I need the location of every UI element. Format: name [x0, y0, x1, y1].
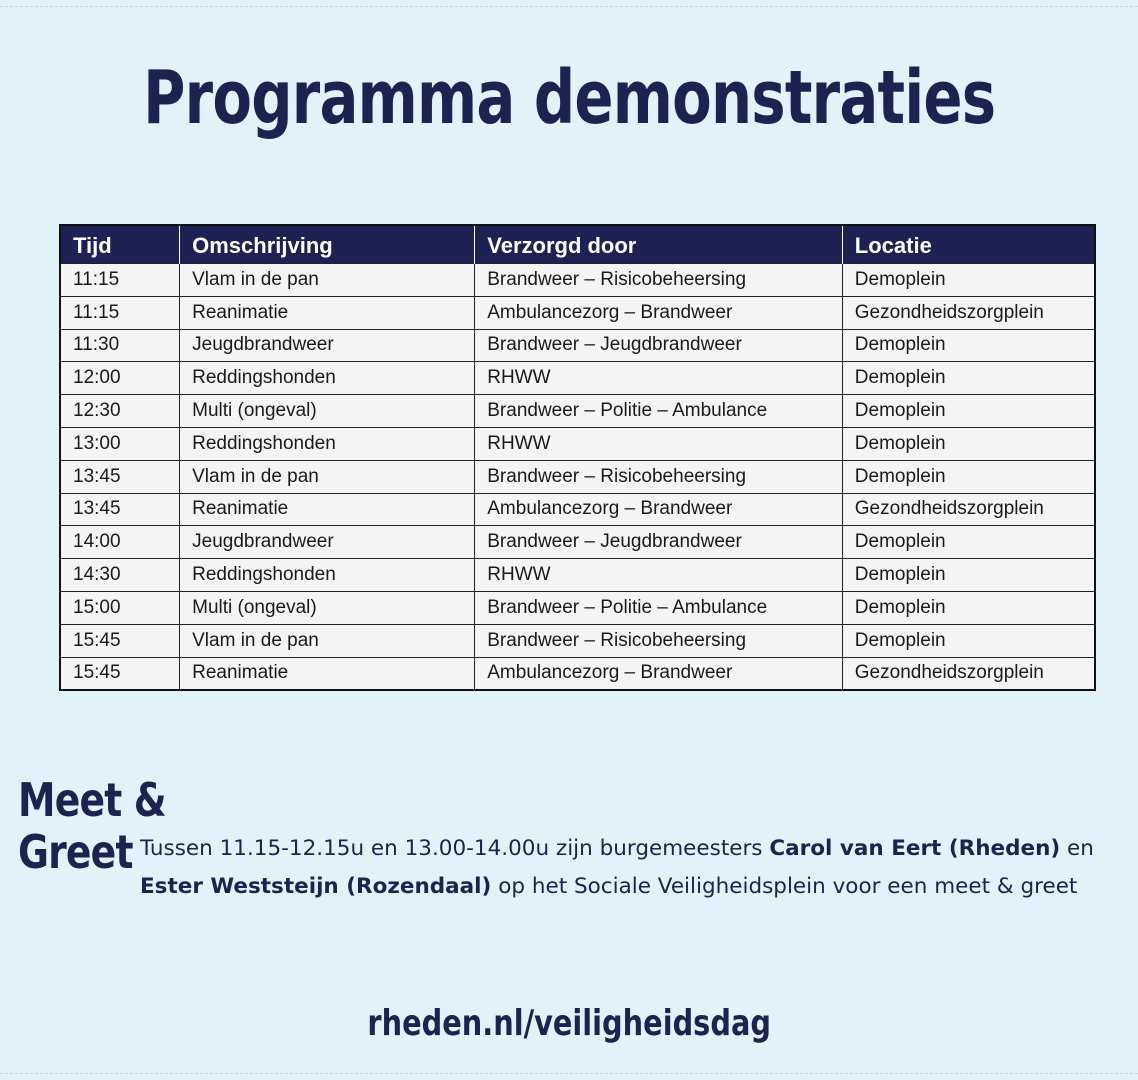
- cell-locatie: Demoplein: [842, 395, 1095, 428]
- meet-greet-text-part2: en: [1060, 836, 1094, 861]
- table-row: [60, 624, 1095, 657]
- cell-tijd: 13:45: [60, 493, 180, 526]
- cell-locatie: Demoplein: [842, 526, 1095, 559]
- cell-tijd: 14:00: [60, 526, 180, 559]
- cell-omschrijving: Reddingshonden: [180, 362, 475, 395]
- table-header-row: [60, 225, 1095, 264]
- cell-locatie: Demoplein: [842, 329, 1095, 362]
- header-omschrijving: Omschrijving: [180, 225, 475, 264]
- cell-verzorgd-door: Ambulancezorg – Brandweer: [475, 657, 843, 690]
- cell-omschrijving: Jeugdbrandweer: [180, 329, 475, 362]
- cell-tijd: 12:30: [60, 395, 180, 428]
- cell-locatie: Demoplein: [842, 460, 1095, 493]
- cell-locatie: Gezondheidszorgplein: [842, 296, 1095, 329]
- cell-locatie: Gezondheidszorgplein: [842, 493, 1095, 526]
- cell-verzorgd-door: Brandweer – Jeugdbrandweer: [475, 526, 843, 559]
- cell-verzorgd-door: RHWW: [475, 362, 843, 395]
- table-row: [60, 493, 1095, 526]
- mayor-name-rozendaal: Ester Weststeijn (Rozendaal): [140, 874, 492, 899]
- cell-locatie: Demoplein: [842, 591, 1095, 624]
- table-row: [60, 657, 1095, 690]
- cell-omschrijving: Reanimatie: [180, 657, 475, 690]
- cell-omschrijving: Reddingshonden: [180, 559, 475, 592]
- cell-verzorgd-door: Ambulancezorg – Brandweer: [475, 296, 843, 329]
- table-row: [60, 460, 1095, 493]
- cell-verzorgd-door: Brandweer – Politie – Ambulance: [475, 591, 843, 624]
- cell-omschrijving: Multi (ongeval): [180, 395, 475, 428]
- meet-greet-text: [140, 830, 1130, 906]
- mayor-name-rheden: Carol van Eert (Rheden): [769, 836, 1061, 861]
- cell-omschrijving: Jeugdbrandweer: [180, 526, 475, 559]
- cell-locatie: Gezondheidszorgplein: [842, 657, 1095, 690]
- cell-tijd: 12:00: [60, 362, 180, 395]
- cell-tijd: 11:15: [60, 264, 180, 297]
- cell-omschrijving: Multi (ongeval): [180, 591, 475, 624]
- table-row: [60, 362, 1095, 395]
- page-title: Programma demonstraties: [143, 55, 996, 141]
- cell-verzorgd-door: Brandweer – Politie – Ambulance: [475, 395, 843, 428]
- cell-verzorgd-door: Ambulancezorg – Brandweer: [475, 493, 843, 526]
- cell-tijd: 15:45: [60, 624, 180, 657]
- cell-omschrijving: Vlam in de pan: [180, 624, 475, 657]
- meet-greet-title-line1: Meet &: [18, 773, 166, 827]
- cell-tijd: 15:00: [60, 591, 180, 624]
- header-verzorgd-door: Verzorgd door: [475, 225, 843, 264]
- table-row: [60, 264, 1095, 297]
- cell-verzorgd-door: Brandweer – Risicobeheersing: [475, 624, 843, 657]
- cell-locatie: Demoplein: [842, 624, 1095, 657]
- cell-omschrijving: Vlam in de pan: [180, 264, 475, 297]
- cell-omschrijving: Reanimatie: [180, 296, 475, 329]
- cell-verzorgd-door: Brandweer – Risicobeheersing: [475, 264, 843, 297]
- schedule-table: [59, 224, 1096, 691]
- meet-greet-text-part1: Tussen 11.15-12.15u en 13.00-14.00u zijn burgemeesters: [140, 836, 770, 861]
- cell-tijd: 11:30: [60, 329, 180, 362]
- cell-verzorgd-door: RHWW: [475, 559, 843, 592]
- cell-omschrijving: Reddingshonden: [180, 427, 475, 460]
- table-row: [60, 395, 1095, 428]
- cell-tijd: 13:00: [60, 427, 180, 460]
- cell-tijd: 14:30: [60, 559, 180, 592]
- cell-locatie: Demoplein: [842, 559, 1095, 592]
- cell-tijd: 15:45: [60, 657, 180, 690]
- cell-locatie: Demoplein: [842, 427, 1095, 460]
- website-link[interactable]: rheden.nl/veiligheidsdag: [367, 1003, 771, 1044]
- cell-locatie: Demoplein: [842, 264, 1095, 297]
- cell-locatie: Demoplein: [842, 362, 1095, 395]
- schedule-body: [60, 264, 1095, 691]
- cell-verzorgd-door: Brandweer – Risicobeheersing: [475, 460, 843, 493]
- cell-verzorgd-door: RHWW: [475, 427, 843, 460]
- header-tijd: Tijd: [60, 225, 180, 264]
- meet-greet-title-line2: Greet: [18, 825, 133, 879]
- cell-omschrijving: Vlam in de pan: [180, 460, 475, 493]
- cell-verzorgd-door: Brandweer – Jeugdbrandweer: [475, 329, 843, 362]
- table-row: [60, 427, 1095, 460]
- cell-tijd: 13:45: [60, 460, 180, 493]
- table-row: [60, 296, 1095, 329]
- table-row: [60, 559, 1095, 592]
- table-row: [60, 591, 1095, 624]
- top-dashed-border: [0, 0, 1138, 7]
- meet-greet-text-part3: op het Sociale Veiligheidsplein voor een meet & greet: [491, 874, 1078, 899]
- table-row: [60, 526, 1095, 559]
- header-locatie: Locatie: [842, 225, 1095, 264]
- table-row: [60, 329, 1095, 362]
- cell-omschrijving: Reanimatie: [180, 493, 475, 526]
- cell-tijd: 11:15: [60, 296, 180, 329]
- bottom-dashed-border: [0, 1073, 1138, 1080]
